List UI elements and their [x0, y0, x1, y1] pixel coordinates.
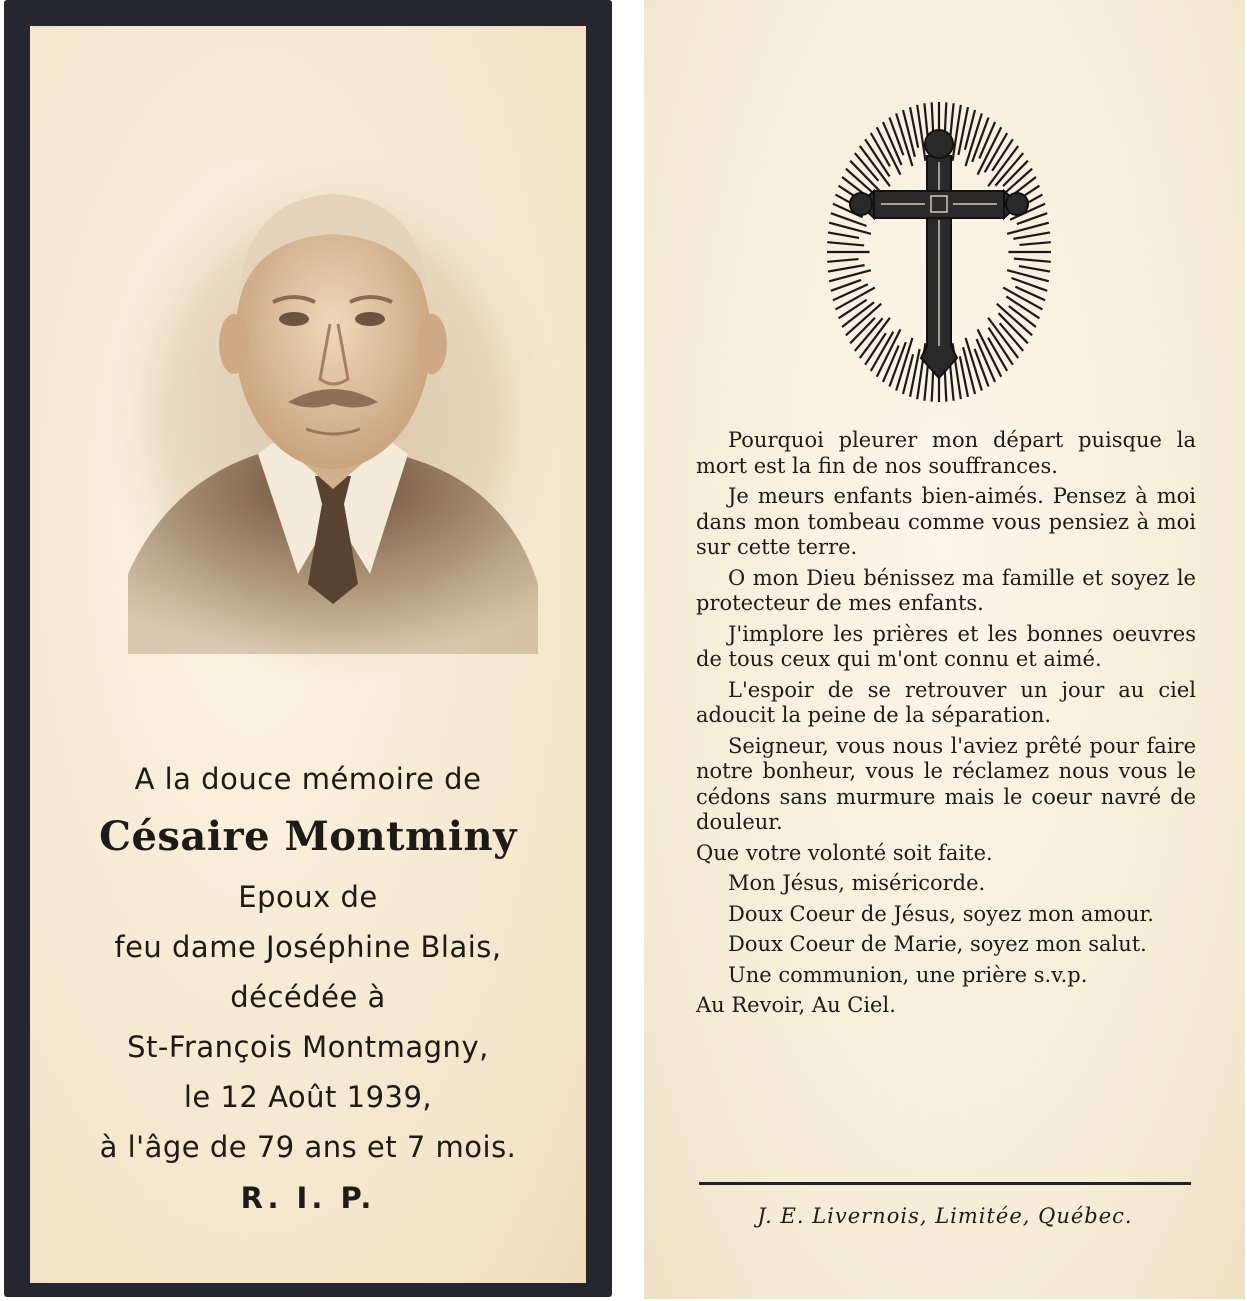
spouse-name: feu dame Joséphine Blais, [114, 930, 502, 964]
prayer-text [696, 428, 1196, 1024]
printer-credit: J. E. Livernois, Limitée, Québec. [757, 1204, 1133, 1228]
prayer-paragraph: J'implore les prières et les bonnes oeuvres de tous ceux qui m'ont connu et aimé. [696, 621, 1196, 671]
memorial-intro: A la douce mémoire de [134, 762, 482, 796]
spouse-label: Epoux de [238, 880, 378, 914]
prayer-paragraph: Doux Coeur de Marie, soyez mon salut. [728, 932, 1147, 956]
front-card [30, 26, 586, 1283]
age-at-death: à l'âge de 79 ans et 7 mois. [99, 1130, 517, 1164]
memorial-text [30, 754, 586, 1224]
divider-rule [699, 1182, 1191, 1185]
deceased-at-label: décédée à [230, 980, 386, 1014]
portrait-photo [108, 154, 558, 684]
death-date: le 12 Août 1939, [183, 1080, 433, 1114]
radiant-cross-icon [819, 96, 1059, 408]
rip-text: R. I. P. [240, 1181, 376, 1215]
prayer-paragraph: Doux Coeur de Jésus, soyez mon amour. [728, 901, 1154, 926]
closing-line: Au Revoir, Au Ciel. [696, 993, 896, 1017]
prayer-paragraph: Seigneur, vous nous l'aviez prêté pour faire notre bonheur, vous le réclamez nous vous le cédons sans murmure mais le coeur navré de douleur. [696, 733, 1196, 834]
prayer-paragraph: Pourquoi pleurer mon départ puisque la mort est la fin de nos souffrances. [696, 428, 1196, 478]
deceased-name: Césaire Montminy [99, 813, 517, 860]
prayer-paragraph: Je meurs enfants bien-aimés. Pensez à moi dans mon tombeau comme vous pensiez à moi sur cette terre. [696, 484, 1196, 559]
death-place: St-François Montmagny, [127, 1030, 489, 1064]
prayer-paragraph: O mon Dieu bénissez ma famille et soyez le protecteur de mes enfants. [696, 565, 1196, 615]
prayer-paragraph: L'espoir de se retrouver un jour au ciel adoucit la peine de la séparation. [696, 677, 1196, 727]
prayer-paragraph: Mon Jésus, miséricorde. [728, 871, 986, 895]
prayer-paragraph: Que votre volonté soit faite. [696, 840, 993, 865]
back-card [644, 0, 1245, 1299]
prayer-paragraph: Une communion, une prière s.v.p. [728, 962, 1088, 987]
